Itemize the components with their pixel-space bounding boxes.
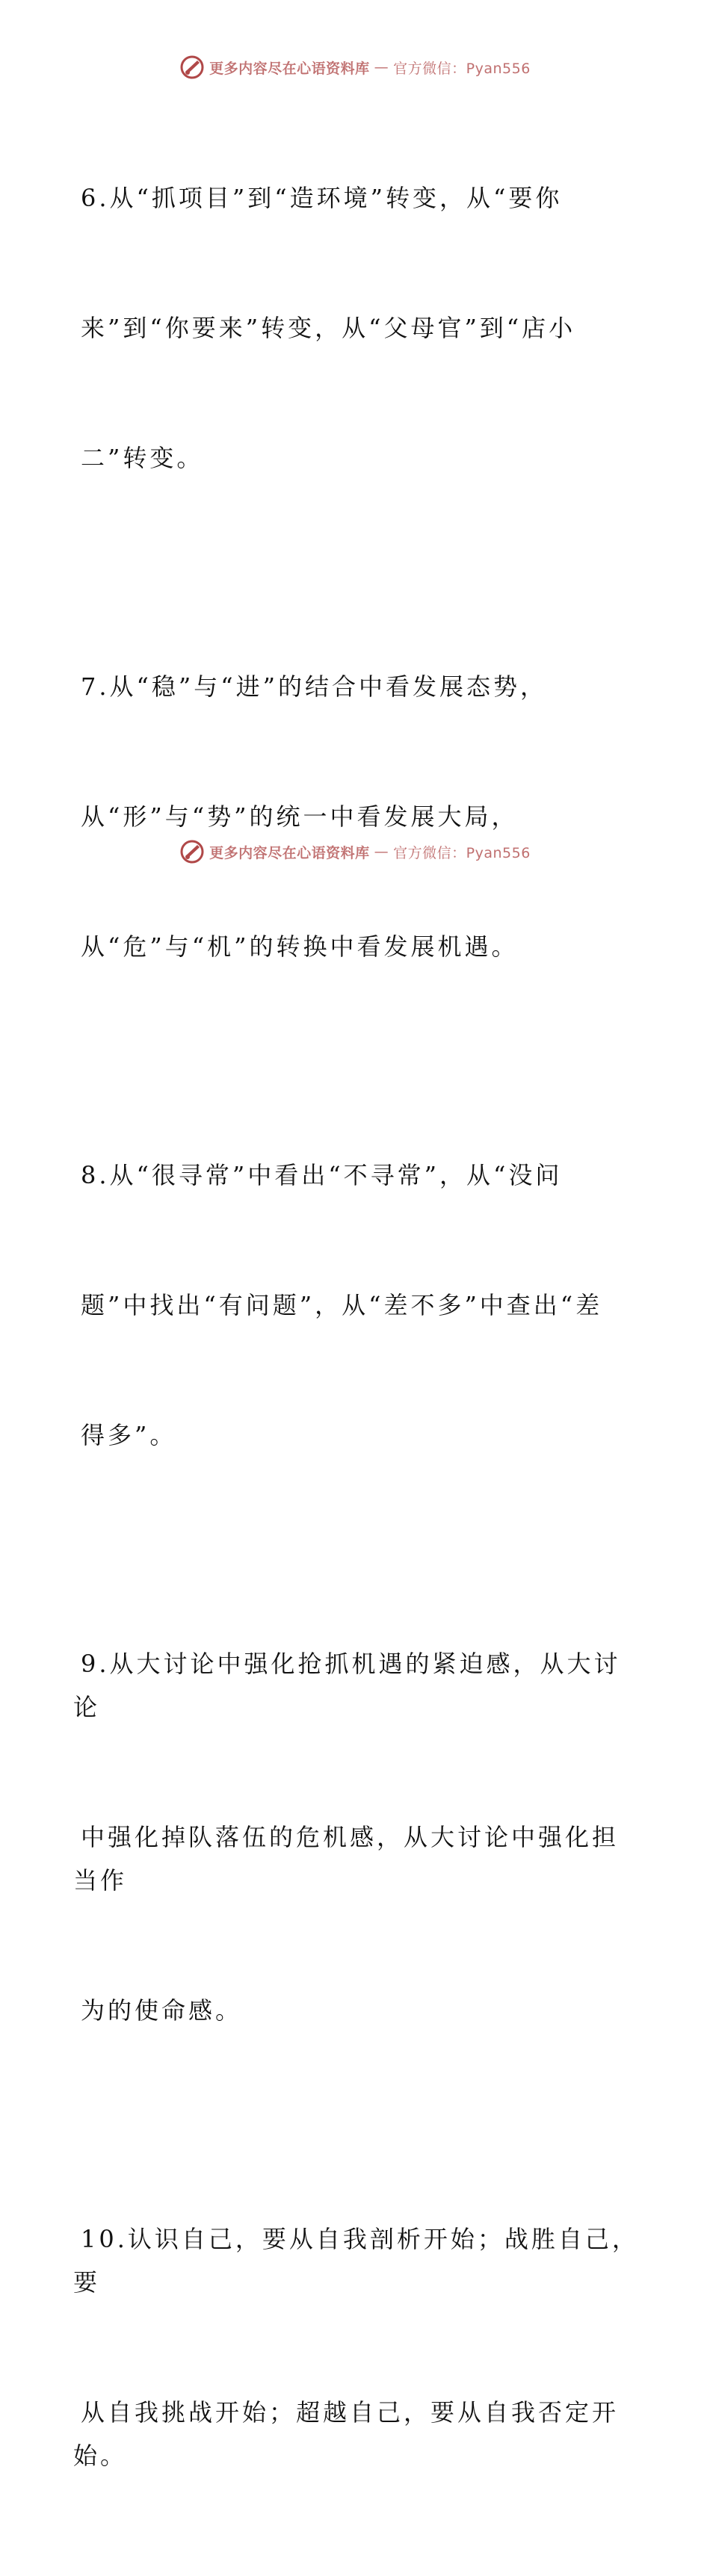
paragraph-8 [73, 1067, 641, 1544]
watermark-separator: — [374, 843, 389, 860]
watermark-brand: 更多内容尽在心语资料库 [209, 60, 370, 77]
paragraph-line: 来”到“你要来”转变，从“父母官”到“店小 [81, 314, 576, 342]
paragraph-line: 中强化掉队落伍的危机感，从大讨论中强化担当作 [73, 1823, 620, 1895]
paragraph-line: 从自我挑战开始；超越自己，要从自我否定开始。 [73, 2398, 620, 2470]
paragraph-9 [73, 1555, 641, 2119]
document-body [73, 90, 641, 2576]
paragraph-7 [73, 578, 641, 1055]
paragraph-line: 从“危”与“机”的转换中看发展机遇。 [81, 932, 519, 961]
watermark-contact: 官方微信：Pyan556 [393, 60, 531, 77]
paragraph-line: 题”中找出“有问题”，从“差不多”中查出“差 [81, 1291, 603, 1319]
paragraph-line: 9.从大讨论中强化抢抓机遇的紧迫感，从大讨论 [73, 1650, 621, 1721]
watermark-separator: — [374, 59, 389, 75]
paragraph-line: 得多”。 [81, 1421, 177, 1449]
paragraph-10 [73, 2131, 641, 2564]
seal-logo-icon [179, 55, 205, 80]
paragraph-line: 8.从“很寻常”中看出“不寻常”，从“没问 [81, 1161, 563, 1189]
paragraph-line: 10.认识自己，要从自我剖析开始；战胜自己，要 [73, 2225, 639, 2297]
paragraph-line: 6.从“抓项目”到“造环境”转变，从“要你 [81, 184, 563, 212]
footer-watermark [0, 837, 710, 867]
paragraph-line: 从“形”与“势”的统一中看发展大局， [81, 802, 519, 831]
watermark-contact: 官方微信：Pyan556 [393, 844, 531, 861]
seal-logo-icon [179, 839, 205, 864]
paragraph-line: 为的使命感。 [81, 1996, 243, 2025]
watermark-brand: 更多内容尽在心语资料库 [209, 844, 370, 861]
header-watermark [0, 52, 710, 82]
paragraph-line: 7.从“稳”与“进”的结合中看发展态势， [81, 672, 547, 701]
paragraph-6 [73, 90, 641, 566]
paragraph-line: 二”转变。 [81, 444, 204, 472]
